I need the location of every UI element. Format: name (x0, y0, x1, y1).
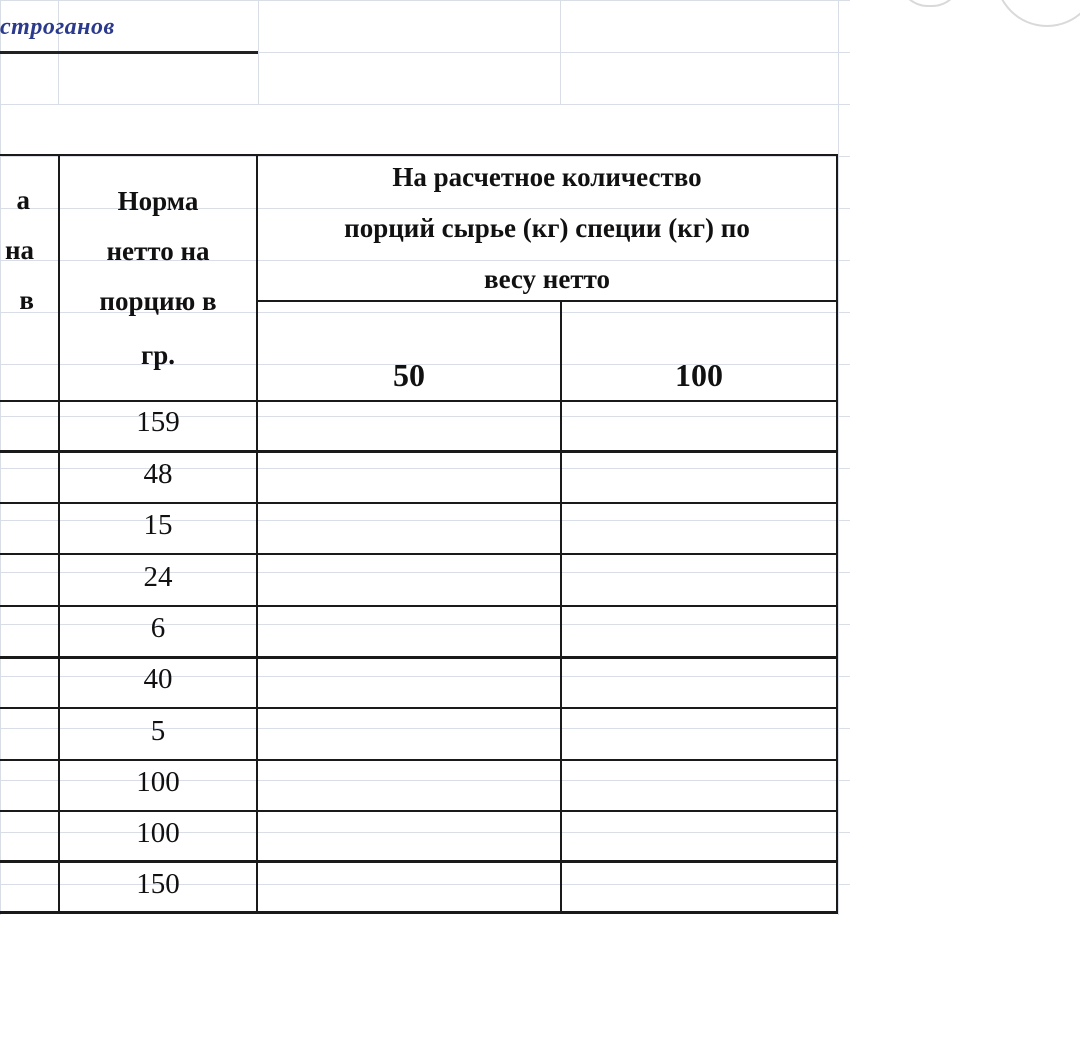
col1-header-fragment: а (16, 185, 30, 215)
col1-header-fragment: на (4, 235, 34, 265)
portions-header-line: весу нетто (484, 264, 610, 294)
portions-header-line: На расчетное количество (392, 162, 702, 192)
net-norm-value: 6 (150, 612, 166, 644)
net-norm-value: 159 (136, 406, 180, 438)
net-norm-value: 150 (136, 868, 180, 900)
portion-count-50: 50 (393, 357, 425, 393)
table-row-border (0, 553, 838, 555)
net-norm-value: 15 (143, 509, 173, 541)
net-norm-value: 48 (143, 458, 173, 490)
grid-row-line (0, 104, 850, 105)
col2-header-line: нетто на (106, 236, 210, 266)
table-row-border (0, 707, 838, 709)
net-norm-value: 100 (136, 766, 180, 798)
grid-col-line (560, 0, 561, 104)
table-row-border (0, 605, 838, 607)
col2-header-line: Норма (117, 186, 199, 216)
header-bottom-border (0, 400, 838, 402)
table-row-border (0, 502, 838, 504)
col2-header-line: порцию в (99, 286, 217, 316)
net-norm-value: 100 (136, 817, 180, 849)
net-norm-value: 24 (143, 561, 173, 593)
dish-title: строганов (0, 14, 115, 40)
table-row-border (0, 860, 838, 863)
table-row-border (0, 450, 838, 453)
col1-header-fragment: в (19, 285, 34, 315)
net-norm-value: 5 (150, 715, 166, 747)
grid-col-line (838, 0, 839, 915)
col2-header-line: гр. (140, 340, 176, 370)
table-row-border (0, 810, 838, 812)
portions-header-line: порций сырье (кг) специи (кг) по (344, 213, 750, 243)
table-right-border (836, 154, 838, 914)
background-area (850, 0, 1080, 1038)
portion-count-100: 100 (675, 357, 723, 393)
table-bottom-border (0, 911, 838, 914)
table-row-border (0, 656, 838, 659)
table-row-border (0, 759, 838, 761)
net-norm-value: 40 (143, 663, 173, 695)
grid-col-line (258, 0, 259, 104)
title-underline (0, 51, 258, 54)
